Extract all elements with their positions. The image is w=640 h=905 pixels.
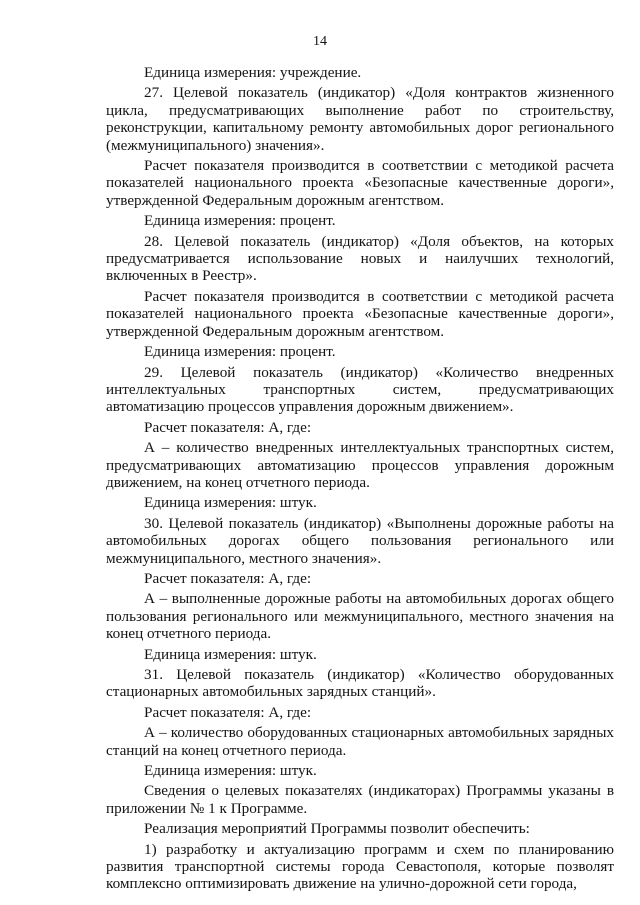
paragraph: Расчет показателя: А, где: xyxy=(144,569,312,587)
paragraph: Единица измерения: процент. xyxy=(144,212,336,230)
paragraph: А – количество внедренных интеллектуальных транспортных систем, предусматривающих автоматизацию процессов управления дорожным движением, на конец отчетного периода. xyxy=(106,439,614,491)
paragraph: 29. Целевой показатель (индикатор) «Количество внедренных интеллектуальных транспортных систем, предусматривающих автоматизацию процессов управления дорожным движением». xyxy=(106,363,614,416)
paragraph: Единица измерения: штук. xyxy=(144,762,317,780)
paragraph: 31. Целевой показатель (индикатор) «Количество оборудованных стационарных автомобильных зарядных станций». xyxy=(106,666,614,701)
paragraph: Расчет показателя производится в соответствии с методикой расчета показателей национального проекта «Безопасные качественные дороги», утвержденной Федеральным дорожным агентством. xyxy=(106,287,614,340)
paragraph: 1) разработку и актуализацию программ и схем по планированию развития транспортной системы города Севастополя, которые позволят комплексно оптимизировать движение на улично-дорожной сети города, xyxy=(106,840,614,893)
paragraph: А – количество оборудованных стационарных автомобильных зарядных станций на конец отчетного периода. xyxy=(106,724,614,759)
page-body xyxy=(106,64,614,894)
paragraph: Единица измерения: штук. xyxy=(144,494,317,512)
paragraph: Расчет показателя: А, где: xyxy=(144,703,312,721)
paragraph: Реализация мероприятий Программы позволит обеспечить: xyxy=(144,820,530,838)
paragraph: Сведения о целевых показателях (индикаторах) Программы указаны в приложении № 1 к Программе. xyxy=(106,782,614,817)
paragraph: 30. Целевой показатель (индикатор) «Выполнены дорожные работы на автомобильных дорогах общего пользования регионального или межмуниципального, местного значения». xyxy=(106,514,614,567)
paragraph: Расчет показателя производится в соответствии с методикой расчета показателей национального проекта «Безопасные качественные дороги», утвержденной Федеральным дорожным агентством. xyxy=(106,157,614,209)
paragraph: Единица измерения: штук. xyxy=(144,645,317,663)
paragraph: Расчет показателя: А, где: xyxy=(144,418,312,436)
paragraph: Единица измерения: процент. xyxy=(144,343,336,361)
paragraph: Единица измерения: учреждение. xyxy=(144,64,362,81)
paragraph: А – выполненные дорожные работы на автомобильных дорогах общего пользования регионального или межмуниципального, местного значения на конец отчетного периода. xyxy=(106,590,614,643)
paragraph: 28. Целевой показатель (индикатор) «Доля объектов, на которых предусматривается использование новых и наилучших технологий, включенных в Реестр». xyxy=(106,232,614,285)
page-number: 14 xyxy=(313,34,327,49)
paragraph: 27. Целевой показатель (индикатор) «Доля контрактов жизненного цикла, предусматривающих выполнение работ по строительству, реконструкции, капитальному ремонту автомобильных дорог регионального (межмуниципального) значения». xyxy=(106,84,614,154)
